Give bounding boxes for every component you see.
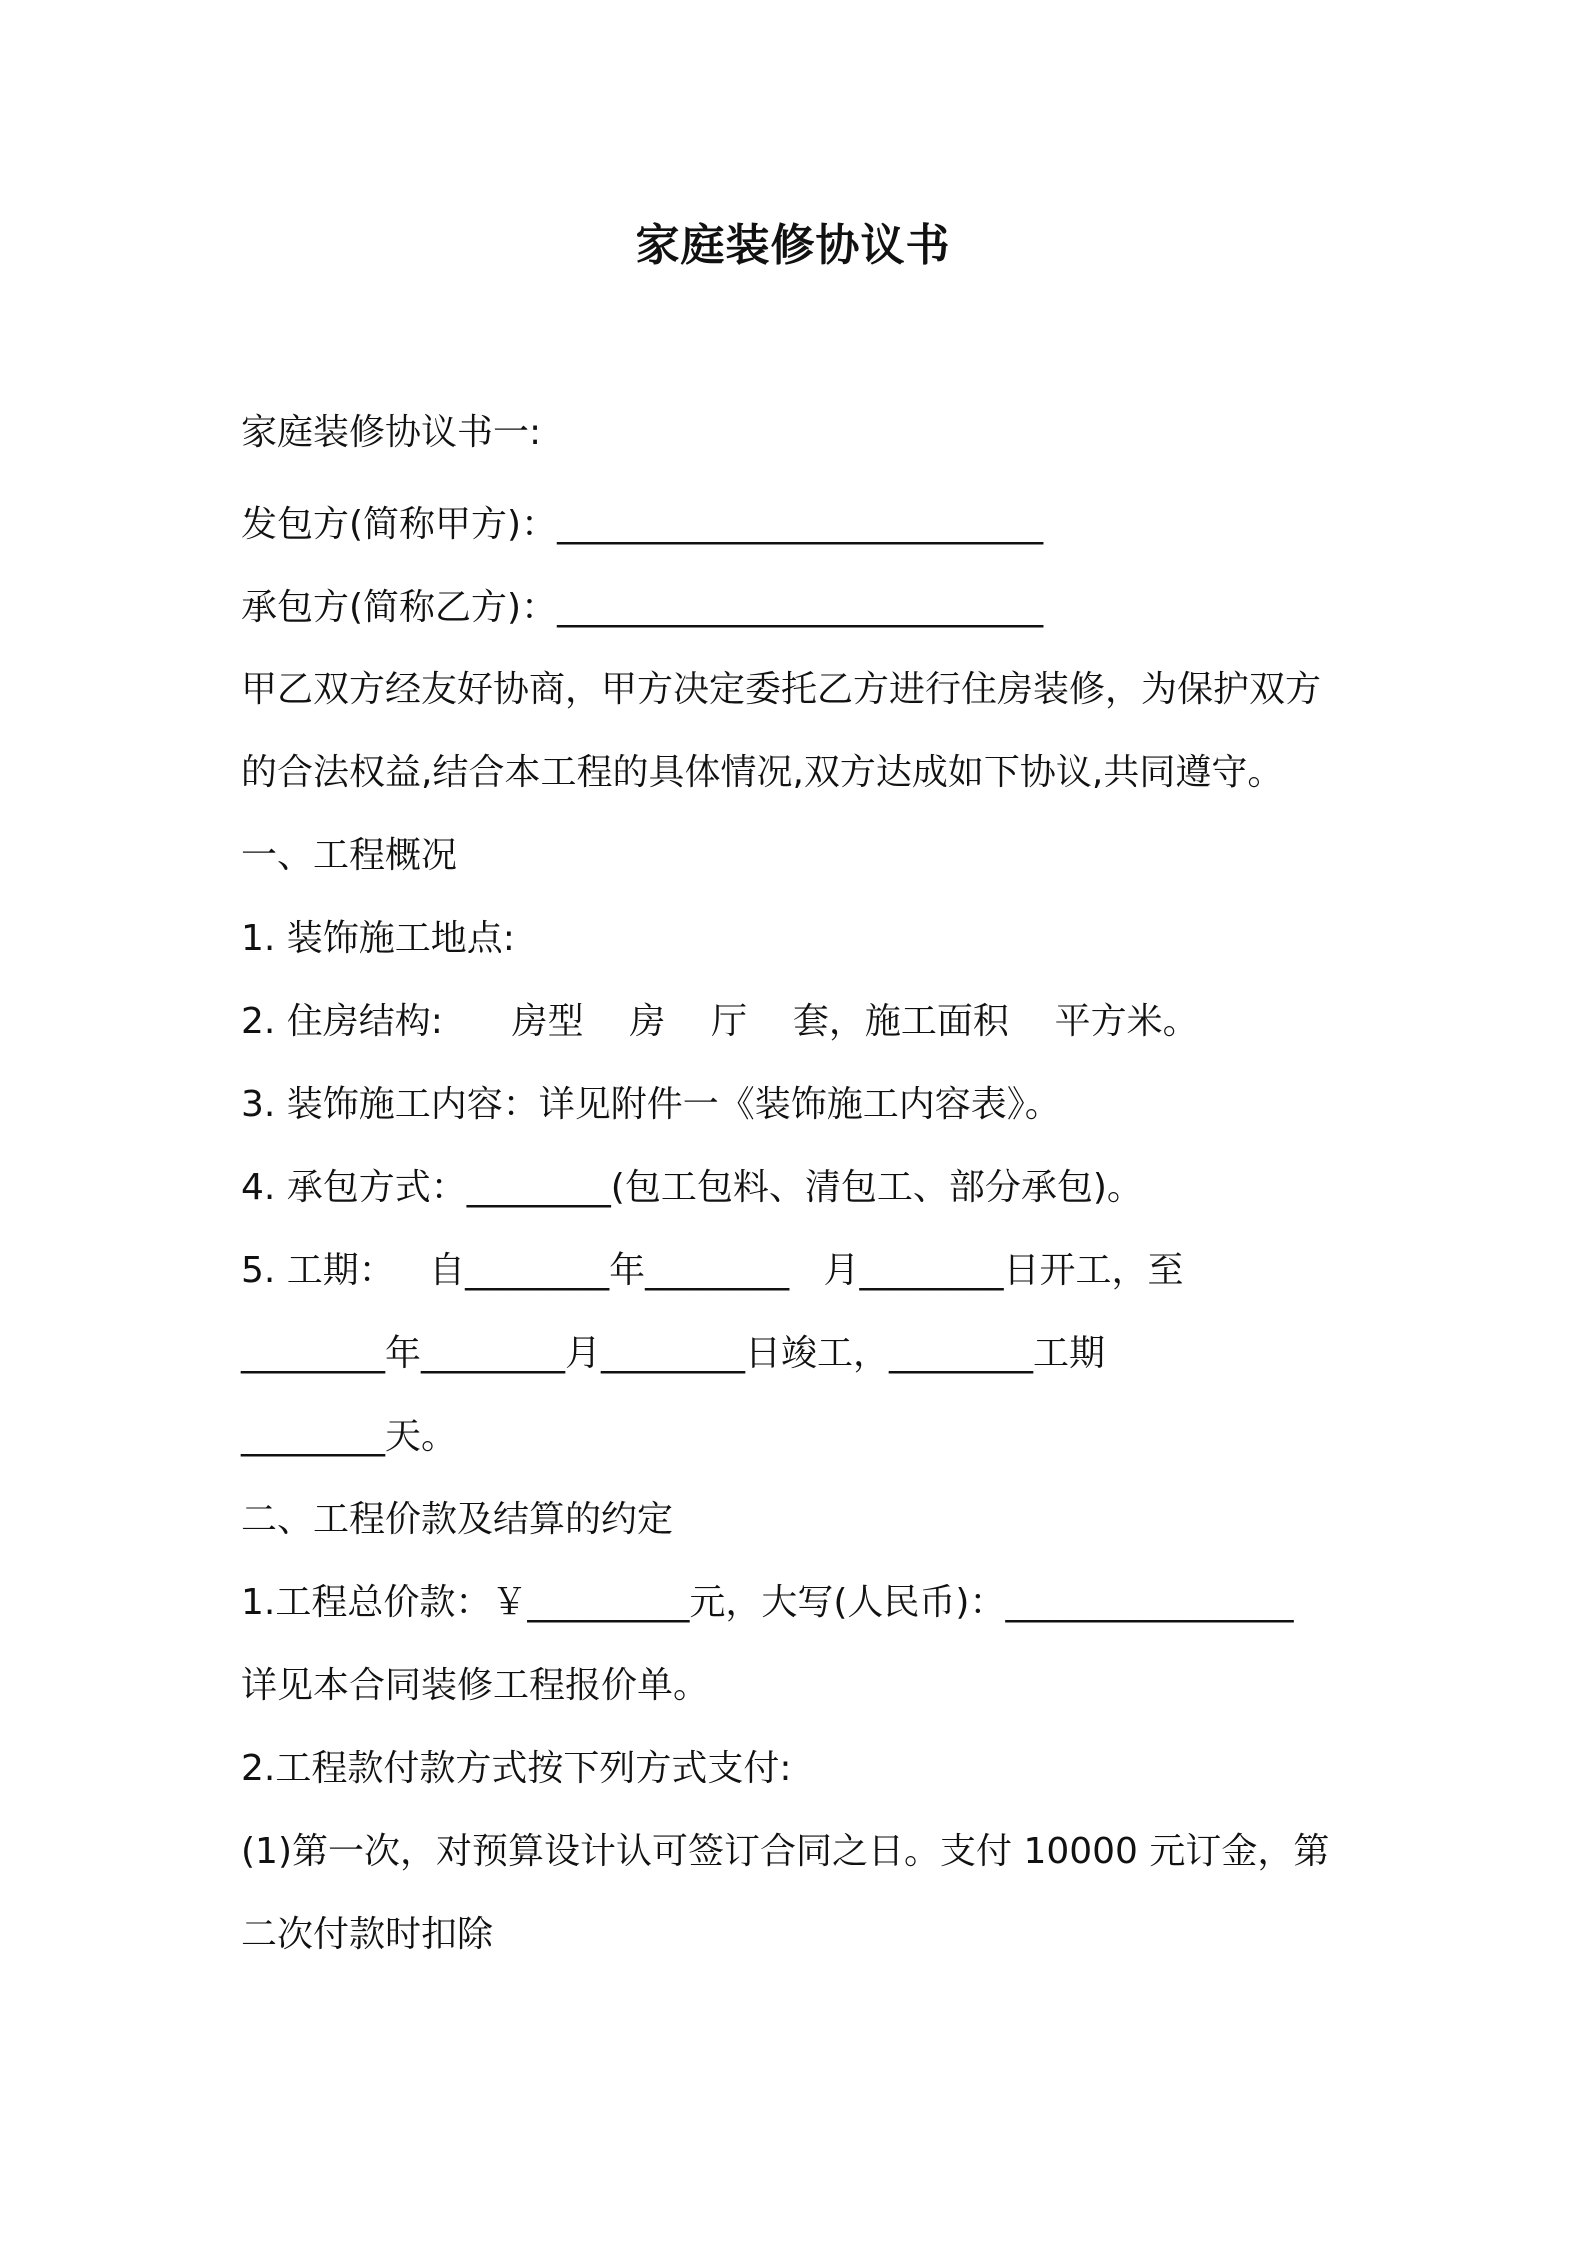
list-item-contract-method: 4. 承包方式：________(包工包料、清包工、部分承包)。 bbox=[241, 1167, 1143, 1208]
document-title: 家庭装修协议书 bbox=[635, 220, 951, 271]
list-item-construction-content: 3. 装饰施工内容：详见附件一《装饰施工内容表》。 bbox=[241, 1084, 1061, 1125]
list-item-payment-method: 2.工程款付款方式按下列方式支付: bbox=[241, 1748, 792, 1789]
list-item-schedule: 5. 工期： 自________年________ 月________日开工，至 bbox=[241, 1250, 1184, 1291]
section-heading-project-overview: 一、工程概况 bbox=[241, 835, 458, 876]
list-item-first-payment: (1)第一次，对预算设计认可签订合同之日。支付 10000 元订金，第 bbox=[241, 1831, 1330, 1872]
section-heading-price-settlement: 二、工程价款及结算的约定 bbox=[241, 1499, 674, 1540]
schedule-line: ________天。 bbox=[241, 1416, 458, 1457]
section-heading-agreement-one: 家庭装修协议书一: bbox=[241, 412, 542, 453]
list-item-housing-structure: 2. 住房结构: 房型 房 厅 套，施工面积 平方米。 bbox=[241, 1001, 1199, 1042]
paragraph-line: 二次付款时扣除 bbox=[241, 1914, 494, 1955]
paragraph-line: 详见本合同装修工程报价单。 bbox=[241, 1665, 710, 1706]
paragraph-line: 甲乙双方经友好协商，甲方决定委托乙方进行住房装修，为保护双方 bbox=[241, 669, 1322, 710]
list-item-total-price: 1.工程总价款：￥_________元，大写(人民币)：________________ bbox=[241, 1582, 1294, 1623]
paragraph-line: 的合法权益,结合本工程的具体情况,双方达成如下协议,共同遵守。 bbox=[241, 752, 1284, 793]
list-item-construction-site: 1. 装饰施工地点: bbox=[241, 918, 515, 959]
party-a-line: 发包方(简称甲方)：___________________________ bbox=[241, 504, 1044, 545]
party-b-line: 承包方(简称乙方)：___________________________ bbox=[241, 587, 1044, 628]
schedule-line: ________年________月________日竣工，________工期 bbox=[241, 1333, 1106, 1374]
